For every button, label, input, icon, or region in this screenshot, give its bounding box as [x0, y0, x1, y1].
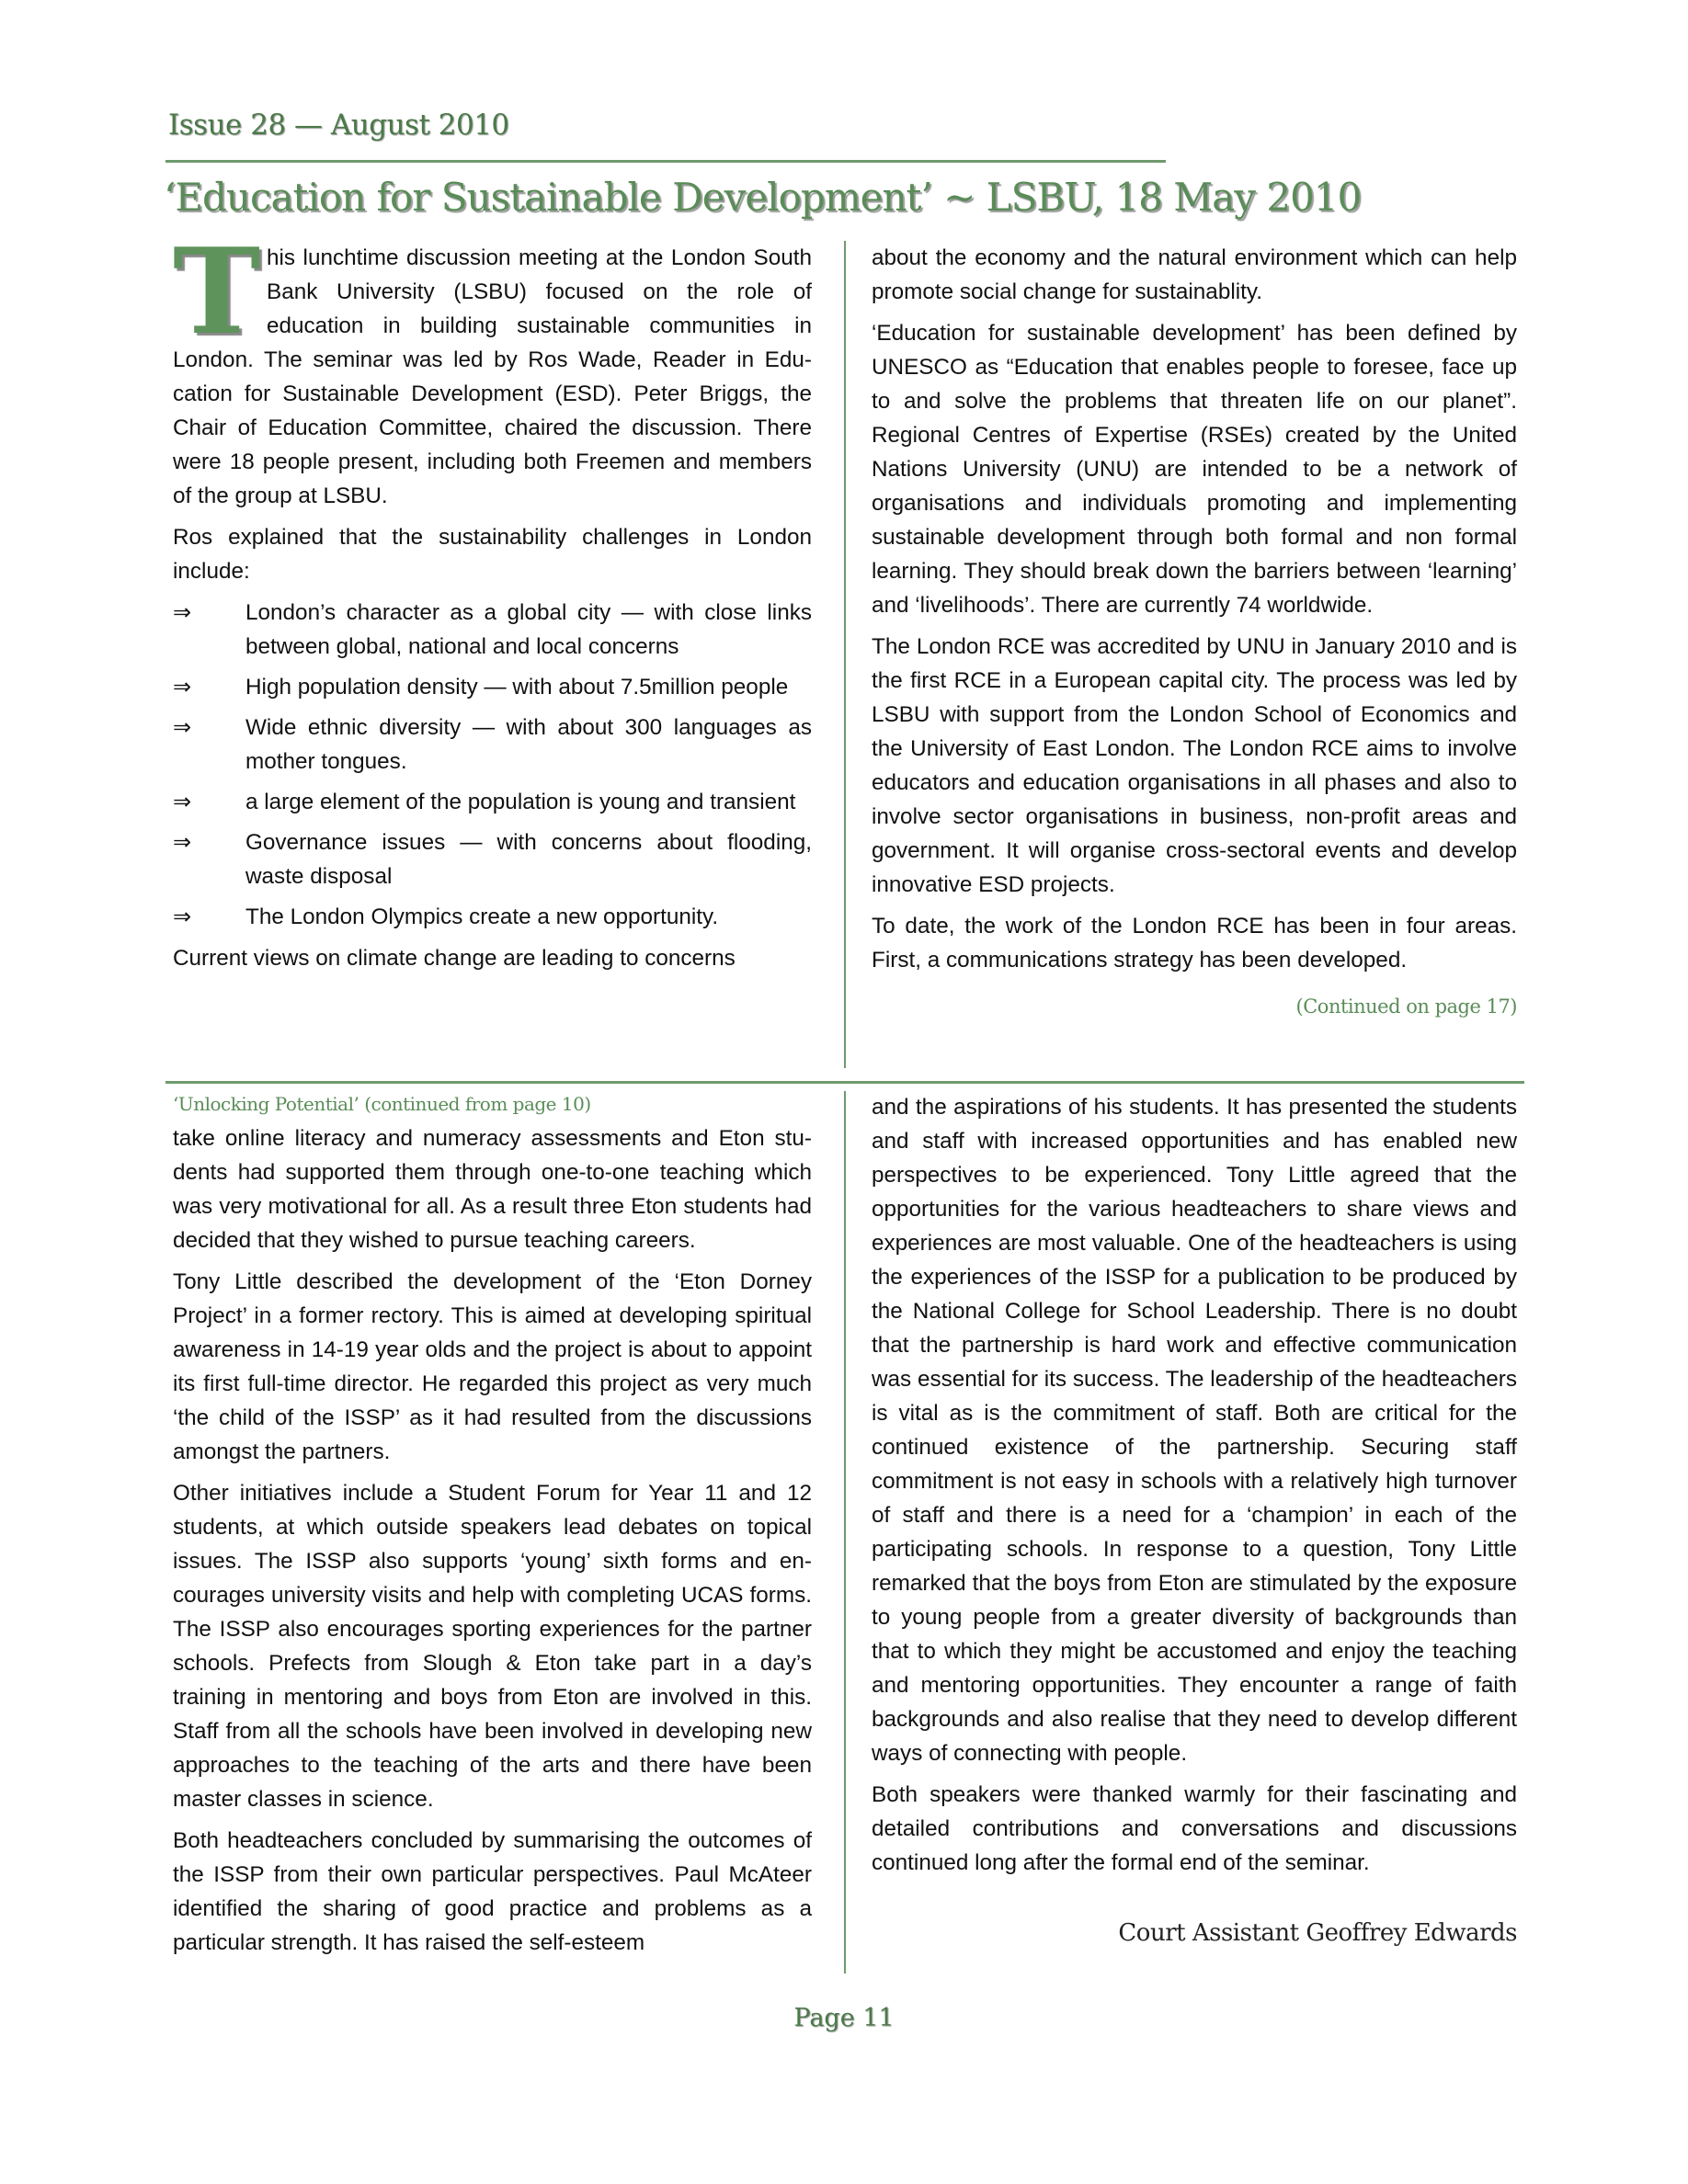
- drop-cap: T: [173, 223, 261, 361]
- challenges-list: [173, 596, 812, 934]
- article1-paragraph-7: To date, the work of the London RCE has been in four areas. First, a communications strategy has been developed.: [872, 914, 1517, 973]
- article2-column2: [872, 1090, 1517, 1951]
- article2-paragraph-3: Other initiatives include a Student Forum for Year 11 and 12 students, at which outside speakers lead debates on topical issues. The ISSP also supports ‘young’ sixth forms and encourages university visits and help with completing UCAS forms. The ISSP also encourages sporting experiences for the partner schools. Prefects from Slough & Eton take part in a day’s training in mentoring and boys from Eton are involved in this. Staff from all the schools have been involved in developing new approaches to the teaching of the arts and there have been master classes in science.: [173, 1481, 812, 1812]
- article1-column2: [872, 241, 1517, 1024]
- article1-paragraph-5: ‘Education for sustainable development’ has been defined by UNESCO as “Education that enables people to foresee, face up to and solve the problems that threaten life on our planet”. Regional Centres of Expertise (RSEs) created by the United Nations University (UNU) are intended to be a network of organisations and individuals promoting and implementing sustainable development through both formal and non formal learning. They should break down the barriers between ‘learning’ and ‘livelihoods’. There are currently 74 worldwide.: [872, 321, 1517, 618]
- double-arrow-icon: ⇒: [173, 675, 192, 700]
- article2-paragraph-1: take online literacy and numeracy assessments and Eton students had supported them through one-to-one teaching which was very motivational for all. As a result three Eton students had decided that they wished to pursue teaching careers.: [173, 1126, 812, 1253]
- double-arrow-icon: ⇒: [173, 715, 192, 740]
- issue-header: Issue 28 — August 2010: [168, 108, 509, 142]
- article-headline: ‘Education for Sustainable Development’ ~ LSBU, 18 May 2010: [164, 175, 1362, 220]
- article2-paragraph-4: Both headteachers concluded by summarising the outcomes of the ISSP from their own particular perspectives. Paul McAteer identified the sharing of good practice and problems as a particular strength. It has raised the self-esteem: [173, 1828, 812, 1955]
- article2-paragraph-6: Both speakers were thanked warmly for their fascinating and detailed contributions and conversations and discussions continued long after the formal end of the seminar.: [872, 1782, 1517, 1875]
- article1-paragraph-3: Current views on climate change are leading to concerns: [173, 946, 736, 971]
- article2-paragraph-5: and the aspirations of his students. It has presented the students and staff with increased opportunities and has enabled new perspectives to be experienced. Tony Little agreed that the opportunities for the various headteachers to share views and experiences are most valuable. One of the headteachers is using the experiences of the ISSP for a publication to be produced by the National College for School Leadership. There is no doubt that the partnership is hard work and effective communication was essential for its success. The leadership of the headteachers is vital as is the commitment of staff. Both are critical for the continued existence of the partnership. Securing staff commitment is not easy in schools with a relatively high turnover of staff and there is a need for a ‘champion’ in each of the participating schools. In response to a question, Tony Little remarked that the boys from Eton are stimulated by the exposure to young people from a greater diversity of backgrounds than that to which they might be accustomed and enjoy the teaching and mentoring opportunities. They encounter a range of faith backgrounds and also realise that they need to develop different ways of connecting with people.: [872, 1095, 1517, 1766]
- column-divider-bottom: [844, 1091, 846, 1974]
- article1-column1: [173, 223, 812, 983]
- list-item: ⇒ Governance issues — with concerns about flooding, waste disposal: [173, 825, 812, 893]
- double-arrow-icon: ⇒: [173, 600, 192, 625]
- article1-paragraph-4: about the economy and the natural environment which can help promote social change for sustainablity.: [872, 245, 1517, 304]
- article2-paragraph-2: Tony Little described the development of the ‘Eton Dorney Project’ in a former rectory. This is aimed at developing spiritual awareness in 14-19 year olds and the project is about to appoint its first full-time director. He regarded this project as very much ‘the child of the ISSP’ as it had resulted from the discussions amongst the partners.: [173, 1269, 812, 1464]
- section-divider: [165, 1081, 1524, 1084]
- double-arrow-icon: ⇒: [173, 790, 192, 814]
- header-rule: [165, 160, 1166, 163]
- article1-paragraph-1: This lunchtime discussion meeting at the London South Bank University (LSBU) focused on the role of education in building sustainable communities in London. The seminar was led by Ros Wade, Reader in Education for Sustainable Development (ESD). Peter Briggs, the Chair of Education Committee, chaired the discussion. There were 18 people present, including both Freemen and members of the group at LSBU.: [173, 223, 812, 508]
- column-divider-top: [844, 241, 846, 1068]
- list-item: ⇒ Wide ethnic diversity — with about 300 languages as mother tongues.: [173, 711, 812, 779]
- list-item: ⇒ High population density — with about 7.5million people: [173, 670, 812, 704]
- author-signature: Court Assistant Geoffrey Edwards: [1118, 1919, 1517, 1947]
- list-item: ⇒ London’s character as a global city — with close links between global, national and local concerns: [173, 596, 812, 664]
- list-item: ⇒ The London Olympics create a new opportunity.: [173, 900, 812, 934]
- double-arrow-icon: ⇒: [173, 904, 192, 929]
- continued-from-link[interactable]: ‘Unlocking Potential’ (continued from page 10): [173, 1093, 591, 1115]
- page-number: Page 11: [793, 2004, 895, 2032]
- double-arrow-icon: ⇒: [173, 830, 192, 855]
- list-item: ⇒ a large element of the population is young and transient: [173, 785, 812, 819]
- continued-on-link[interactable]: (Continued on page 17): [1295, 995, 1517, 1018]
- article2-column1: [173, 1090, 812, 1967]
- article1-paragraph-6: The London RCE was accredited by UNU in January 2010 and is the first RCE in a European capital city. The process was led by LSBU with support from the London School of Economics and the University of East London. The London RCE aims to involve educators and education organisations in all phases and also to involve sector organisations in business, non-profit areas and government. It will organise cross-sectoral events and develop innovative ESD projects.: [872, 634, 1517, 897]
- article1-paragraph-2: Ros explained that the sustainability challenges in London include:: [173, 525, 812, 584]
